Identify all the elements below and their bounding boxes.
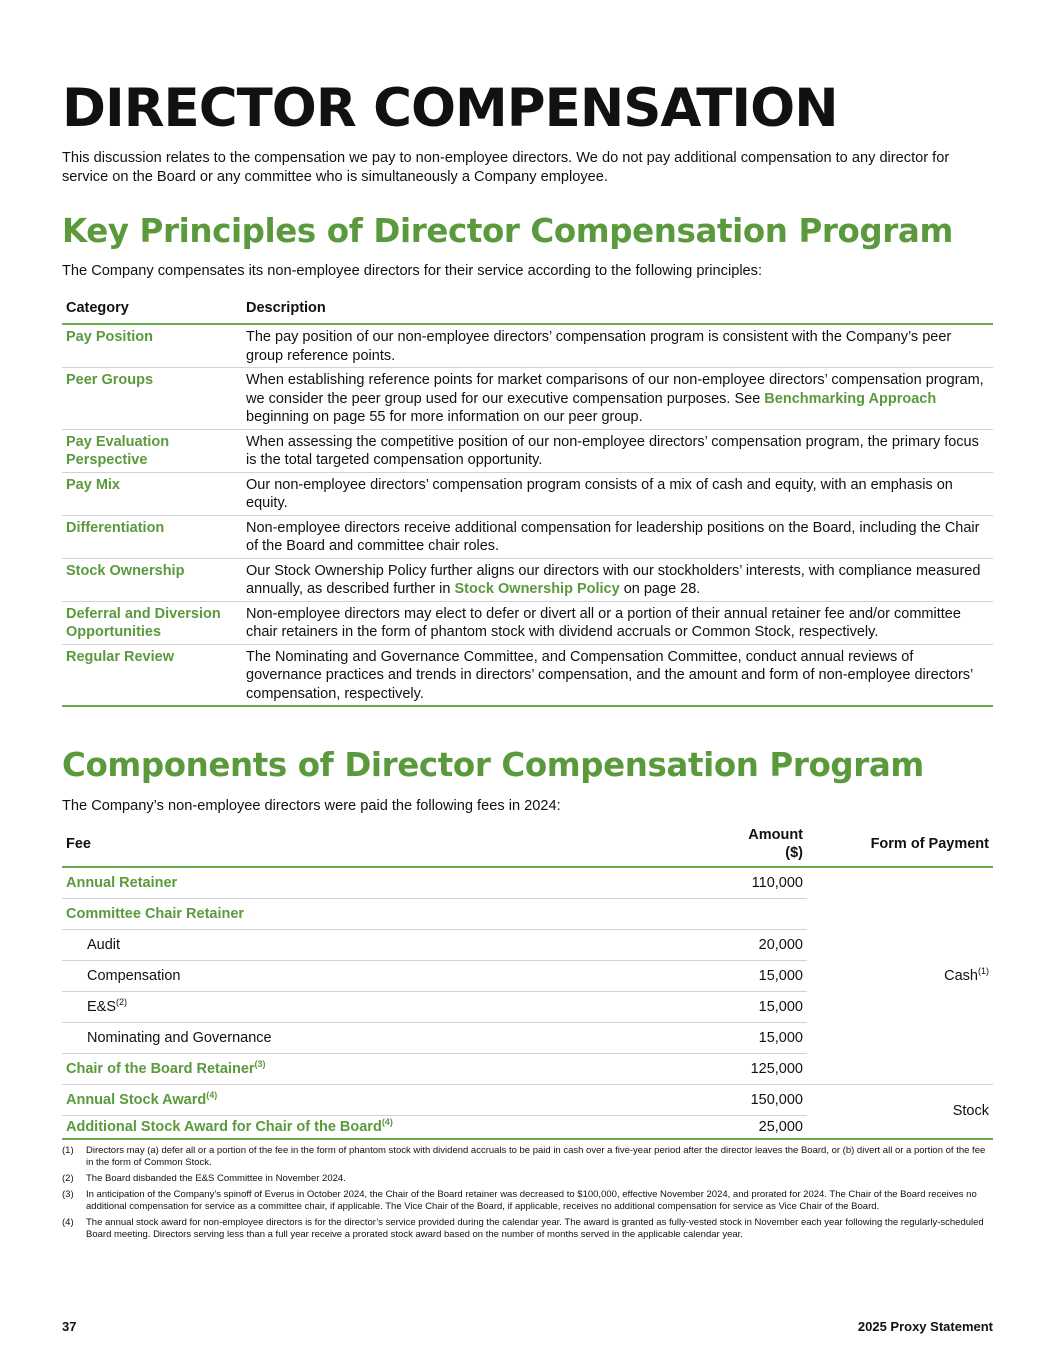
table-row <box>62 601 993 644</box>
fee-cell: Committee Chair Retainer <box>62 898 697 929</box>
fee-column-header: Fee <box>62 824 697 867</box>
fee-cell: Compensation <box>62 960 697 991</box>
form-stock-cell: Stock <box>807 1084 993 1139</box>
table-row <box>62 429 993 472</box>
amount-cell <box>697 898 807 929</box>
category-cell: Stock Ownership <box>62 558 242 601</box>
fees-header-row <box>62 824 993 867</box>
page-number: 37 <box>62 1319 77 1334</box>
footnote-text: In anticipation of the Company’s spinoff of Everus in October 2024, the Chair of the Board retainer was decreased to $100,000, effective November 2024, and prorated for 2024. The Chair of the Board receives no additional compensation for service as a committee chair, if applicable. The Vice Chair of the Board, if applicable, receives no additional compensation for service as Vice Chair of the Board. <box>86 1189 977 1212</box>
category-cell: Pay Position <box>62 324 242 368</box>
stock-ownership-policy-link[interactable]: Stock Ownership Policy <box>454 581 620 597</box>
components-lead: The Company’s non-employee directors were paid the following fees in 2024: <box>62 798 561 814</box>
description-cell: Our non-employee directors’ compensation program consists of a mix of cash and equity, with an emphasis on equity. <box>242 472 993 515</box>
fee-text: Annual Stock Award <box>66 1091 207 1108</box>
principles-heading: Key Principles of Director Compensation Program <box>62 212 953 250</box>
form-cash-text: Cash <box>944 967 978 984</box>
fee-cell: Annual Retainer <box>62 867 697 898</box>
footnote <box>62 1217 993 1241</box>
fee-text: Chair of the Board Retainer <box>66 1060 255 1077</box>
footnote-text: Directors may (a) defer all or a portion of the fee in the form of phantom stock with dividend accruals to be paid in cash over a five-year period after the director leaves the Board, or (b) divert all or a portion of the fee in the form of Common Stock. <box>86 1145 986 1168</box>
category-cell: Pay Mix <box>62 472 242 515</box>
fee-cell <box>62 1115 697 1139</box>
amount-header-line1: Amount <box>748 827 803 843</box>
footnote-number: (3) <box>62 1189 74 1200</box>
fees-table <box>62 824 993 1140</box>
table-row <box>62 558 993 601</box>
description-cell: Non-employee directors may elect to defer or divert all or a portion of their annual retainer fee and/or committee chair retainers in the form of phantom stock with dividend accruals or Common Stock, respectively. <box>242 601 993 644</box>
footnote-number: (2) <box>62 1173 74 1184</box>
fee-cell <box>62 991 697 1022</box>
components-heading: Components of Director Compensation Program <box>62 746 924 784</box>
amount-cell: 25,000 <box>697 1115 807 1139</box>
description-text: Our Stock Ownership Policy further aligns our directors with our stockholders’ interests, with compliance measured annually, as described further in <box>246 562 981 597</box>
footnote-text: The annual stock award for non-employee directors is for the director’s service provided during the calendar year. The award is granted as fully-vested stock in November each year following the regularly-scheduled Board meeting. Directors serving less than a full year receive a prorated stock award based on the number of months served in the applicable calendar year. <box>86 1217 984 1240</box>
amount-cell: 125,000 <box>697 1053 807 1084</box>
benchmarking-approach-link[interactable]: Benchmarking Approach <box>764 390 937 407</box>
fee-cell <box>62 1053 697 1084</box>
form-column-header: Form of Payment <box>807 824 993 867</box>
description-column-header: Description <box>242 296 993 324</box>
description-cell: The pay position of our non-employee directors’ compensation program is consistent with the Company’s peer group reference points. <box>242 324 993 368</box>
footnote-ref: (4) <box>206 1089 218 1100</box>
table-row <box>62 515 993 558</box>
footnote <box>62 1145 993 1169</box>
fee-cell: Audit <box>62 929 697 960</box>
category-cell: Differentiation <box>62 515 242 558</box>
fee-text: Additional Stock Award for Chair of the Board <box>66 1118 382 1135</box>
page-footer <box>62 1319 993 1334</box>
amount-cell: 15,000 <box>697 991 807 1022</box>
amount-cell: 110,000 <box>697 867 807 898</box>
form-cash-cell <box>807 867 993 1084</box>
page-title: DIRECTOR COMPENSATION <box>62 78 838 139</box>
principles-table <box>62 296 993 707</box>
footnote <box>62 1173 993 1185</box>
description-cell: When assessing the competitive position of our non-employee directors’ compensation program, the primary focus is the total targeted compensation opportunity. <box>242 429 993 472</box>
category-cell: Deferral and Diversion Opportunities <box>62 601 242 644</box>
footnote-ref: (2) <box>116 996 128 1007</box>
amount-column-header <box>697 824 807 867</box>
description-cell: The Nominating and Governance Committee, and Compensation Committee, conduct annual reviews of governance practices and trends in directors’ compensation, and the amount and form of non-employee directors’ compensation, respectively. <box>242 644 993 706</box>
table-row <box>62 644 993 706</box>
publication-title: 2025 Proxy Statement <box>857 1319 993 1334</box>
description-cell: Non-employee directors receive additional compensation for leadership positions on the Board, including the Chair of the Board and committee chair roles. <box>242 515 993 558</box>
table-row <box>62 368 993 430</box>
category-cell: Regular Review <box>62 644 242 706</box>
table-row <box>62 472 993 515</box>
footnote-number: (1) <box>62 1145 74 1156</box>
amount-cell: 150,000 <box>697 1084 807 1115</box>
footnote-number: (4) <box>62 1217 74 1228</box>
footnote-ref: (3) <box>254 1058 266 1069</box>
footnotes <box>62 1145 993 1245</box>
fee-cell <box>62 1084 697 1115</box>
principles-header-row <box>62 296 993 324</box>
intro-paragraph: This discussion relates to the compensation we pay to non-employee directors. We do not pay additional compensation to any director for service on the Board or any committee who is simultaneously a Company employee. <box>62 150 950 185</box>
category-cell: Pay Evaluation Perspective <box>62 429 242 472</box>
table-row <box>62 324 993 368</box>
footnote-ref: (4) <box>381 1116 393 1127</box>
category-column-header: Category <box>62 296 242 324</box>
fee-cell: Nominating and Governance <box>62 1022 697 1053</box>
description-cell <box>242 368 993 430</box>
table-row <box>62 1084 993 1115</box>
category-cell: Peer Groups <box>62 368 242 430</box>
footnote-ref: (1) <box>978 965 989 976</box>
table-row <box>62 867 993 898</box>
footnote <box>62 1189 993 1213</box>
amount-cell: 15,000 <box>697 960 807 991</box>
description-cell <box>242 558 993 601</box>
description-text: on page 28. <box>619 581 701 597</box>
amount-header-line2: ($) <box>785 845 803 861</box>
footnote-text: The Board disbanded the E&S Committee in November 2024. <box>86 1173 346 1184</box>
amount-cell: 15,000 <box>697 1022 807 1053</box>
principles-lead: The Company compensates its non-employee directors for their service according to the following principles: <box>62 263 763 279</box>
fee-text: E&S <box>87 998 117 1015</box>
description-text: beginning on page 55 for more information on our peer group. <box>246 409 643 425</box>
description-text: When establishing reference points for market comparisons of our non-employee directors’ compensation program, we consider the peer group used for our executive compensation purposes. See <box>246 372 984 407</box>
amount-cell: 20,000 <box>697 929 807 960</box>
